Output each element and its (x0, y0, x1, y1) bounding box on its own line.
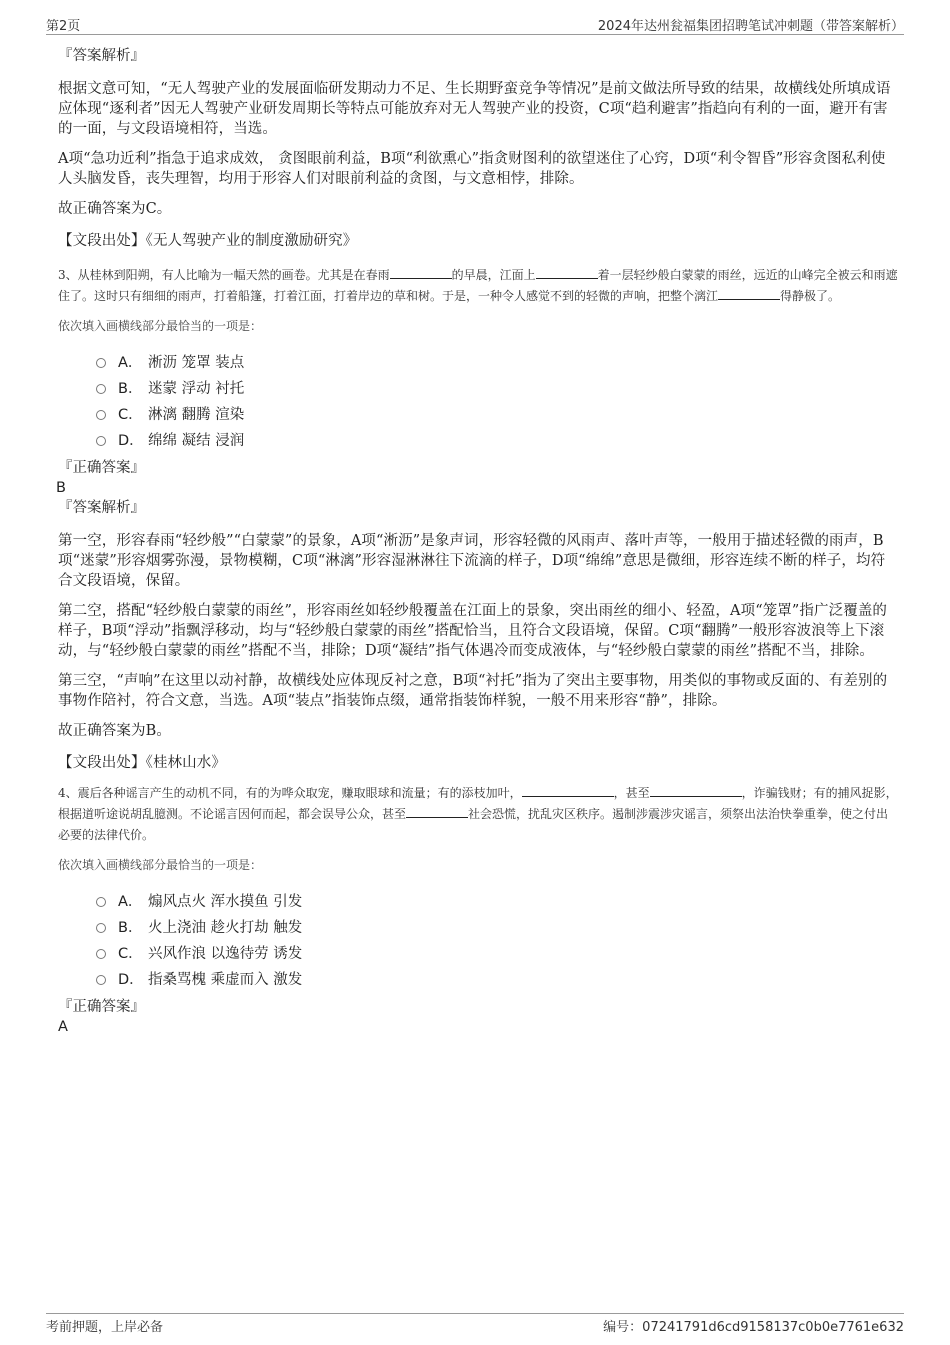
option-a[interactable]: A． 淅沥 笼罩 装点 (96, 350, 898, 376)
conclusion: 故正确答案为C。 (58, 201, 172, 217)
option-b[interactable]: B． 迷蒙 浮动 衬托 (96, 376, 898, 402)
blank-line (390, 266, 452, 279)
source-citation: 【文段出处】《无人驾驶产业的制度激励研究》 (58, 233, 358, 249)
radio-icon[interactable] (96, 436, 106, 446)
analysis-paragraph: 第三空，“声响”在这里以动衬静，故横线处应体现反衬之意，B项“衬托”指为了突出主要事物，用类似的事物或反面的、有差别的事物作陪衬，符合文意，当选。A项“装点”指装饰点缀，通常指装饰样貌，一般不用来形容“静”，排除。 (58, 673, 888, 709)
question-3-stem: 3、从桂林到阳朔，有人比喻为一幅天然的画卷。尤其是在春雨 的早晨，江面上 着一层轻纱般白蒙蒙的雨丝，远近的山峰完全被云和雨遮住了。这时只有细细的雨声，打着船篷，打着江面，打着岸边的草和树。于是，一种令人感觉不到的轻微的声响，把整个漓江 得静极了。 (58, 268, 898, 303)
blank-line (536, 266, 598, 279)
question-3-options (58, 350, 898, 454)
option-c[interactable]: C． 兴风作浪 以逸待劳 诱发 (96, 941, 898, 967)
radio-icon[interactable] (96, 897, 106, 907)
correct-answer-label: 『正确答案』 (58, 999, 145, 1015)
blank-line (522, 784, 614, 797)
analysis-paragraph: A项“急功近利”指急于追求成效， 贪图眼前利益，B项“利欲熏心”指贪财图利的欲望迷住了心窍，D项“利令智昏”形容贪图私利使人头脑发昏，丧失理智，均用于形容人们对眼前利益的贪图，与文意相悖，排除。 (58, 151, 886, 187)
option-d[interactable]: D． 绵绵 凝结 浸润 (96, 428, 898, 454)
page-number: 第2页 (46, 19, 81, 34)
correct-answer-label: 『正确答案』 (58, 460, 145, 476)
correct-answer: B (56, 480, 66, 496)
analysis-paragraph: 第一空，形容春雨“轻纱般”“白蒙蒙”的景象，A项“淅沥”是象声词，形容轻微的风雨声、落叶声等，一般用于描述轻微的雨声，B项“迷蒙”形容烟雾弥漫，景物模糊，C项“淋漓”形容湿淋淋往下流滴的样子，D项“绵绵”意思是微细，形容连续不断的样子，均符合文段语境，保留。 (58, 533, 886, 589)
radio-icon[interactable] (96, 410, 106, 420)
question-instruction: 依次填入画横线部分最恰当的一项是： (58, 319, 263, 333)
page-footer (46, 1313, 904, 1334)
blank-line (406, 805, 468, 818)
page-content (58, 46, 898, 1037)
radio-icon[interactable] (96, 975, 106, 985)
document-title: 2024年达州瓮福集团招聘笔试冲刺题（带答案解析） (597, 19, 904, 34)
document-id: 编号：07241791d6cd9158137c0b0e7761e632 (603, 1320, 904, 1335)
question-4-stem: 4、震后各种谣言产生的动机不同，有的为哗众取宠，赚取眼球和流量；有的添枝加叶， ，甚至 ，诈骗钱财；有的捕风捉影，根据道听途说胡乱臆测。不论谣言因何而起，都会误导公众，甚至 社会恐慌，扰乱灾区秩序。遏制涉震涉灾谣言，须祭出法治快拳重拳，使之付出必要的法律代价。 (58, 786, 898, 842)
footer-slogan: 考前押题，上岸必备 (46, 1320, 164, 1335)
analysis-label: 『答案解析』 (58, 500, 145, 516)
conclusion: 故正确答案为B。 (58, 723, 171, 739)
source-citation: 【文段出处】《桂林山水》 (58, 755, 226, 771)
radio-icon[interactable] (96, 949, 106, 959)
analysis-paragraph: 第二空，搭配“轻纱般白蒙蒙的雨丝”，形容雨丝如轻纱般覆盖在江面上的景象，突出雨丝的细小、轻盈，A项“笼罩”指广泛覆盖的样子，B项“浮动”指飘浮移动，均与“轻纱般白蒙蒙的雨丝”搭配恰当，且符合文段语境，保留。C项“翻腾”一般形容波浪等上下滚动，与“轻纱般白蒙蒙的雨丝”搭配不当，排除；D项“凝结”指气体遇冷而变成液体，与“轻纱般白蒙蒙的雨丝”搭配不当，排除。 (58, 603, 888, 659)
question-instruction: 依次填入画横线部分最恰当的一项是： (58, 858, 263, 872)
blank-line (650, 784, 742, 797)
option-b[interactable]: B． 火上浇油 趁火打劫 触发 (96, 915, 898, 941)
option-a[interactable]: A． 煽风点火 浑水摸鱼 引发 (96, 889, 898, 915)
analysis-label: 『答案解析』 (58, 48, 145, 64)
blank-line (718, 287, 780, 300)
radio-icon[interactable] (96, 384, 106, 394)
radio-icon[interactable] (96, 923, 106, 933)
correct-answer: A (58, 1019, 68, 1035)
analysis-paragraph: 根据文意可知，“无人驾驶产业的发展面临研发期动力不足、生长期野蛮竞争等情况”是前文做法所导致的结果，故横线处所填成语应体现“逐利者”因无人驾驶产业研发周期长等特点可能放弃对无人驾驶产业的投资，C项“趋利避害”指趋向有利的一面，避开有害的一面，与文段语境相符，当选。 (58, 81, 891, 137)
page-header (46, 14, 904, 35)
option-d[interactable]: D． 指桑骂槐 乘虚而入 激发 (96, 967, 898, 993)
question-4-options (58, 889, 898, 993)
radio-icon[interactable] (96, 358, 106, 368)
option-c[interactable]: C． 淋漓 翻腾 渲染 (96, 402, 898, 428)
